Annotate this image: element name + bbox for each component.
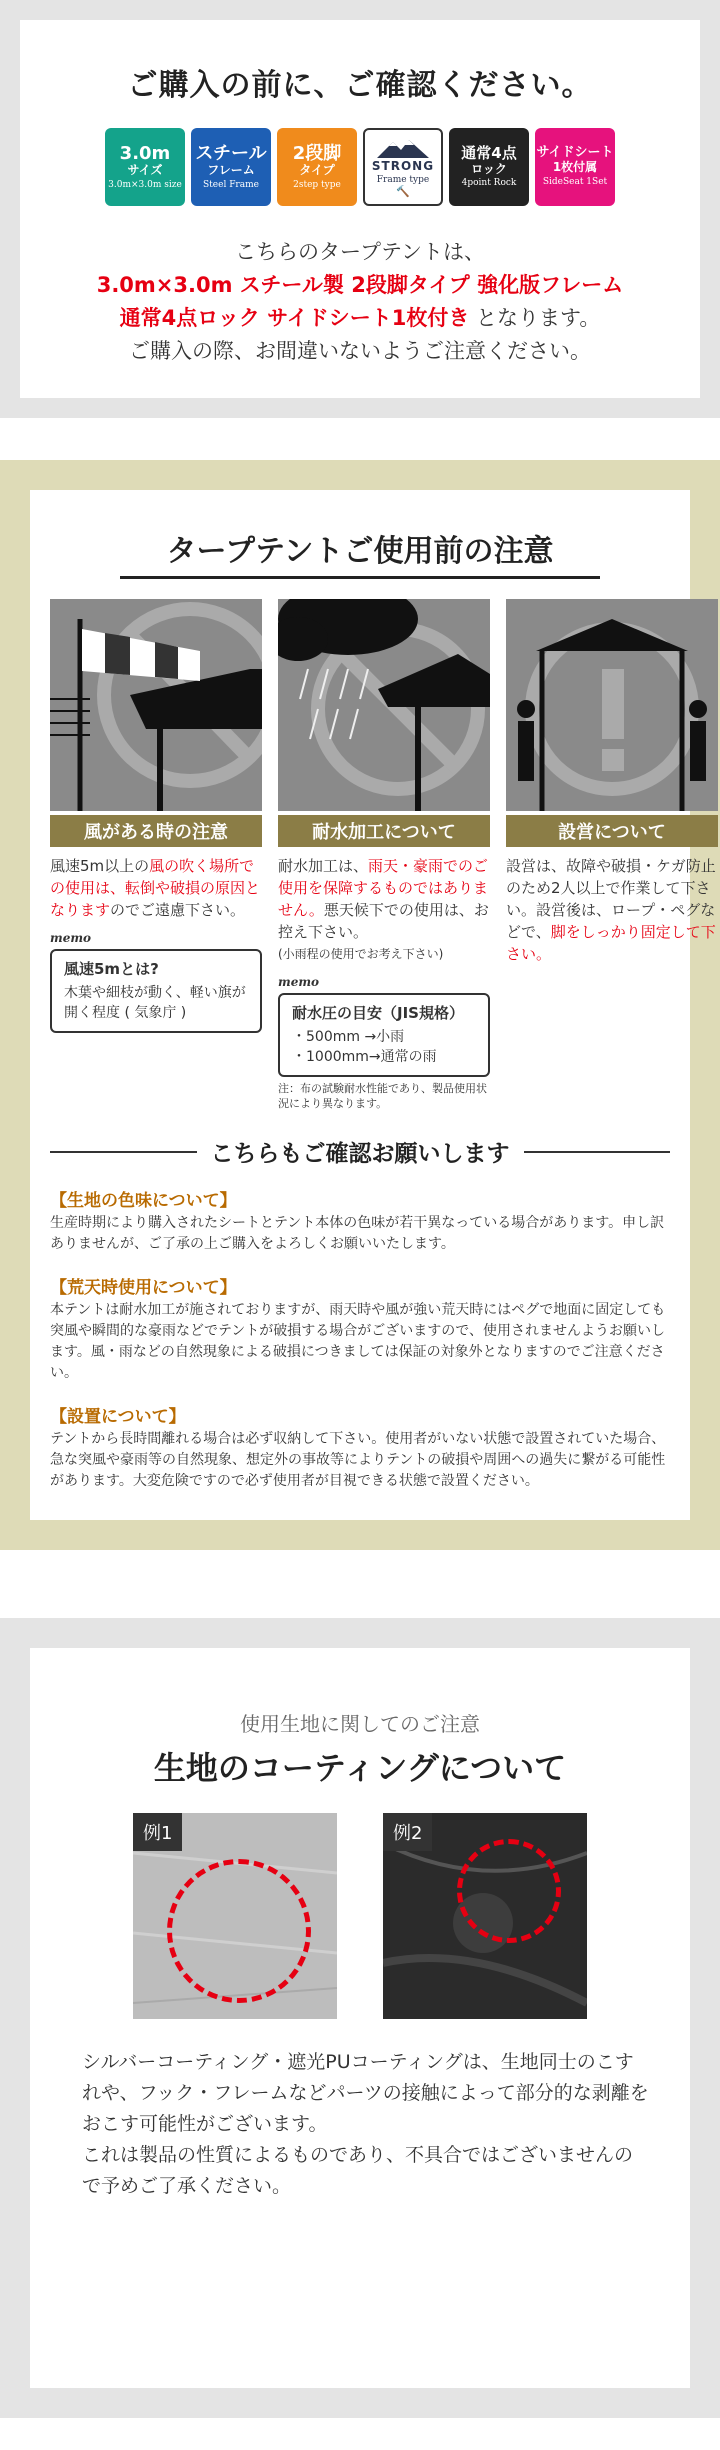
waterproof-caution: 耐水加工について 耐水加工は、雨天・豪雨でのご使用を保障するものではありません。悪天候下での使用は、お控え下さい。 (小雨程の使用でお考え下さい) memo 耐水圧の目安（JIS規格） ・500mm →小雨 ・1000mm→通常の雨 注：布の試験耐水性能であり、製品使用状況により異なります。 bbox=[278, 599, 490, 1111]
coating-text: シルバーコーティング・遮光PUコーティングは、生地同士のこすれや、フック・フレームなどパーツの接触によって部分的な剥離をおこす可能性がございます。 これは製品の性質によるものであり、不具合ではございませんので予めご了承ください。 bbox=[82, 2051, 649, 2197]
confirm-title: ご購入の前に、ご確認ください。 bbox=[127, 68, 593, 103]
windsock-illustration bbox=[50, 599, 262, 811]
footnote: 注：布の試験耐水性能であり、製品使用状況により異なります。 bbox=[278, 1082, 487, 1110]
waterproof-memo: 耐水圧の目安（JIS規格） ・500mm →小雨 ・1000mm→通常の雨 bbox=[278, 993, 490, 1077]
example-photo-2: 例2 bbox=[383, 1813, 587, 2019]
side-sheet-badge: サイドシート 1枚付属 SideSeat 1Set bbox=[535, 128, 615, 206]
caution-section bbox=[0, 460, 720, 1550]
setup-caution: 設営について 設営は、故障や破損・ケガ防止のため2人以上で作業して下さい。設営後は、ロープ・ペグなどで、脚をしっかり固定して下さい。 bbox=[506, 599, 718, 1111]
rain-tent-illustration bbox=[278, 599, 490, 811]
mountain-icon bbox=[375, 136, 431, 160]
memo-label: memo bbox=[50, 931, 92, 945]
setup-heading: 設営について bbox=[506, 815, 718, 847]
highlight-ring bbox=[167, 1859, 311, 2003]
frame-badge: スチール フレーム Steel Frame bbox=[191, 128, 271, 206]
size-badge: 3.0m サイズ 3.0m×3.0m size bbox=[105, 128, 185, 206]
coating-subtitle: 使用生地に関してのご注意 bbox=[240, 1712, 480, 1736]
strong-frame-badge: STRONG Frame type 🔨 bbox=[363, 128, 443, 206]
installation-note: 【設置について】 テントから長時間離れる場合は必ず収納して下さい。使用者がいない状態で設置されていた場合、急な突風や豪雨等の自然現象、想定外の事故等によりテントの破損や周囲への過失に繋がる可能性があります。大変危険ですので必ず使用者が目視できる状態で設置ください。 bbox=[50, 1407, 666, 1489]
setup-illustration bbox=[506, 599, 718, 811]
example-photo-1: 例1 bbox=[133, 1813, 337, 2019]
caution-title: タープテントご使用前の注意 bbox=[50, 526, 670, 579]
wind-caution: 風がある時の注意 風速5m以上の風の吹く場所での使用は、転倒や破損の原因となりますのでご遠慮下さい。 memo 風速5mとは? 木葉や細枝が動く、軽い旗が開く程度 ( 気象庁 ) bbox=[50, 599, 262, 1111]
highlight-ring bbox=[457, 1839, 561, 1943]
tools-icon: 🔨 bbox=[396, 184, 410, 198]
wind-memo: 風速5mとは? 木葉や細枝が動く、軽い旗が開く程度 ( 気象庁 ) bbox=[50, 949, 262, 1033]
intro-text: こちらのタープテントは、 3.0m×3.0m スチール製 2段脚タイプ 強化版フレーム 通常4点ロック サイドシート1枚付き となります。 ご購入の際、お間違いないようご注意ください。 bbox=[96, 240, 624, 363]
color-note: 【生地の色味について】 生産時期により購入されたシートとテント本体の色味が若干異なっている場合があります。申し訳ありませんが、ご了承の上ご購入をよろしくお願いいたします。 bbox=[50, 1191, 665, 1252]
confirm-section bbox=[0, 0, 720, 418]
leg-type-badge: 2段脚 タイプ 2step type bbox=[277, 128, 357, 206]
lock-badge: 通常4点 ロック 4point Rock bbox=[449, 128, 529, 206]
weather-note: 【荒天時使用について】 本テントは耐水加工が施されておりますが、雨天時や風が強い荒天時にはペグで地面に固定しても突風や瞬間的な豪雨などでテントが破損する場合がございますので、使用されませんようお願いします。風・雨などの自然現象による破損につきましては保証の対象外となりますのでご注意ください。 bbox=[50, 1278, 666, 1381]
memo-label: memo bbox=[278, 975, 320, 989]
waterproof-heading: 耐水加工について bbox=[278, 815, 490, 847]
coating-section bbox=[0, 1618, 720, 2418]
wind-heading: 風がある時の注意 bbox=[50, 815, 262, 847]
spec-badges bbox=[20, 128, 700, 206]
coating-title: 生地のコーティングについて bbox=[153, 1749, 567, 1787]
also-check-heading: こちらもご確認お願いします bbox=[50, 1135, 670, 1168]
